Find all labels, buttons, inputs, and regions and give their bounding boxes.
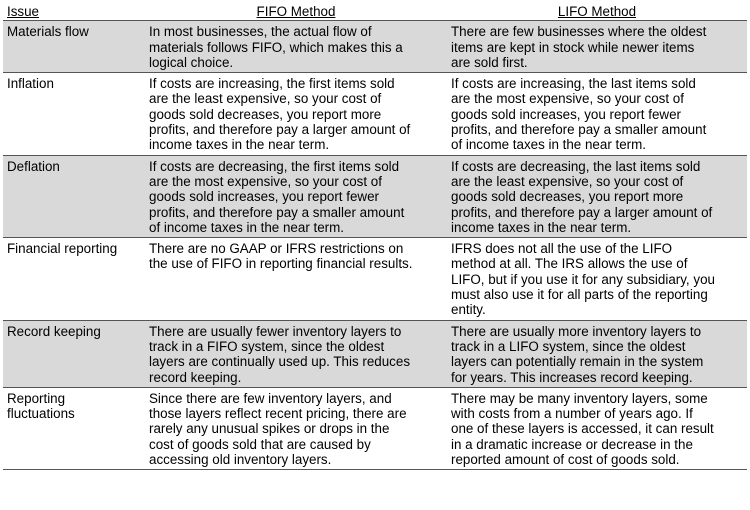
comparison-table-container <box>3 3 747 470</box>
lifo-cell <box>447 320 747 387</box>
cell-text-line: layers are continually used up. This reduces <box>149 354 411 370</box>
lifo-cell <box>447 21 747 73</box>
cell-text-line: income taxes in the near term. <box>149 137 330 153</box>
cell-text-line: There are usually fewer inventory layers to <box>149 323 402 339</box>
cell-text-line: track in a LIFO system, since the oldest <box>451 338 686 354</box>
cell-text-line: entity. <box>451 302 486 318</box>
table-body <box>3 21 747 470</box>
cell-text-line: with costs from a number of years ago. If <box>451 406 693 422</box>
table-row <box>3 155 747 237</box>
header-issue: Issue <box>3 3 145 21</box>
cell-text-line: IFRS does not all the use of the LIFO <box>451 241 673 257</box>
cell-text-line: of income taxes in the near term. <box>149 219 345 235</box>
cell-text-line: There are no GAAP or IFRS restrictions on <box>149 241 404 257</box>
cell-text-line: record keeping. <box>149 369 242 385</box>
cell-text-line: If costs are increasing, the first items sold <box>149 76 395 92</box>
cell-text-line: goods sold decreases, you report more <box>149 106 382 122</box>
cell-text-line: There may be many inventory layers, some <box>451 390 708 406</box>
fifo-lifo-comparison-table <box>3 3 747 470</box>
cell-text-line: are the least expensive, so your cost of <box>451 173 684 189</box>
cell-text-line: If costs are decreasing, the last items sold <box>451 158 701 174</box>
cell-text-line: rarely any unusual spikes or drops in the <box>149 421 390 437</box>
cell-text-line: Inflation <box>7 76 54 92</box>
issue-cell <box>3 387 145 469</box>
cell-text-line: If costs are decreasing, the first items sold <box>149 158 400 174</box>
cell-text-line: income taxes in the near term. <box>451 219 632 235</box>
lifo-cell <box>447 387 747 469</box>
cell-text-line: materials follows FIFO, which makes this a <box>149 39 403 55</box>
cell-text-line: of income taxes in the near term. <box>451 137 647 153</box>
cell-text-line: Since there are few inventory layers, and <box>149 390 392 406</box>
fifo-cell <box>145 21 447 73</box>
cell-text-line: In most businesses, the actual flow of <box>149 24 372 40</box>
cell-text-line: goods sold decreases, you report more <box>451 189 684 205</box>
lifo-cell <box>447 238 747 320</box>
cell-text-line: fluctuations <box>7 406 75 422</box>
cell-text-line: LIFO, but if you use it for any subsidiary, you <box>451 271 715 287</box>
fifo-cell <box>145 73 447 155</box>
table-row <box>3 238 747 320</box>
issue-cell <box>3 73 145 155</box>
fifo-cell <box>145 320 447 387</box>
fifo-cell <box>145 155 447 237</box>
issue-cell <box>3 238 145 320</box>
cell-text-line: are the least expensive, so your cost of <box>149 91 382 107</box>
cell-text-line: reported amount of cost of goods sold. <box>451 452 680 468</box>
cell-text-line: the use of FIFO in reporting financial results. <box>149 256 413 272</box>
cell-text-line: profits, and therefore pay a larger amount of <box>149 122 411 138</box>
cell-text-line: If costs are increasing, the last items sold <box>451 76 696 92</box>
cell-text-line: logical choice. <box>149 54 234 70</box>
cell-text-line: must also use it for all parts of the reporting <box>451 287 708 303</box>
header-row <box>3 3 747 21</box>
cell-text-line: goods sold increases, you report fewer <box>149 189 379 205</box>
cell-text-line: track in a FIFO system, since the oldest <box>149 338 385 354</box>
cell-text-line: are the most expensive, so your cost of <box>149 173 382 189</box>
cell-text-line: items are kept in stock while newer items <box>451 39 695 55</box>
fifo-cell <box>145 387 447 469</box>
cell-text-line: method at all. The IRS allows the use of <box>451 256 688 272</box>
lifo-cell <box>447 155 747 237</box>
cell-text-line: Deflation <box>7 158 60 174</box>
cell-text-line: for years. This increases record keeping. <box>451 369 693 385</box>
cell-text-line: profits, and therefore pay a smaller amount <box>149 204 405 220</box>
table-row <box>3 73 747 155</box>
cell-text-line: profits, and therefore pay a larger amount of <box>451 204 713 220</box>
cell-text-line: in a dramatic increase or decrease in the <box>451 436 693 452</box>
lifo-cell <box>447 73 747 155</box>
cell-text-line: There are few businesses where the oldest <box>451 24 707 40</box>
cell-text-line: one of these layers is accessed, it can result <box>451 421 714 437</box>
table-row <box>3 21 747 73</box>
header-lifo-method: LIFO Method <box>447 3 747 21</box>
cell-text-line: layers can potentially remain in the system <box>451 354 704 370</box>
fifo-cell <box>145 238 447 320</box>
cell-text-line: those layers reflect recent pricing, there are <box>149 406 407 422</box>
issue-cell <box>3 320 145 387</box>
cell-text-line: goods sold increases, you report fewer <box>451 106 681 122</box>
table-row <box>3 320 747 387</box>
cell-text-line: accessing old inventory layers. <box>149 452 332 468</box>
table-row <box>3 387 747 469</box>
header-fifo-method: FIFO Method <box>145 3 447 21</box>
cell-text-line: cost of goods sold that are caused by <box>149 436 371 452</box>
cell-text-line: Financial reporting <box>7 241 118 257</box>
cell-text-line: Materials flow <box>7 24 89 40</box>
cell-text-line: Reporting <box>7 390 66 406</box>
cell-text-line: are the most expensive, so your cost of <box>451 91 684 107</box>
cell-text-line: Record keeping <box>7 323 101 339</box>
issue-cell <box>3 155 145 237</box>
cell-text-line: are sold first. <box>451 54 528 70</box>
cell-text-line: profits, and therefore pay a smaller amount <box>451 122 707 138</box>
issue-cell <box>3 21 145 73</box>
cell-text-line: There are usually more inventory layers to <box>451 323 702 339</box>
